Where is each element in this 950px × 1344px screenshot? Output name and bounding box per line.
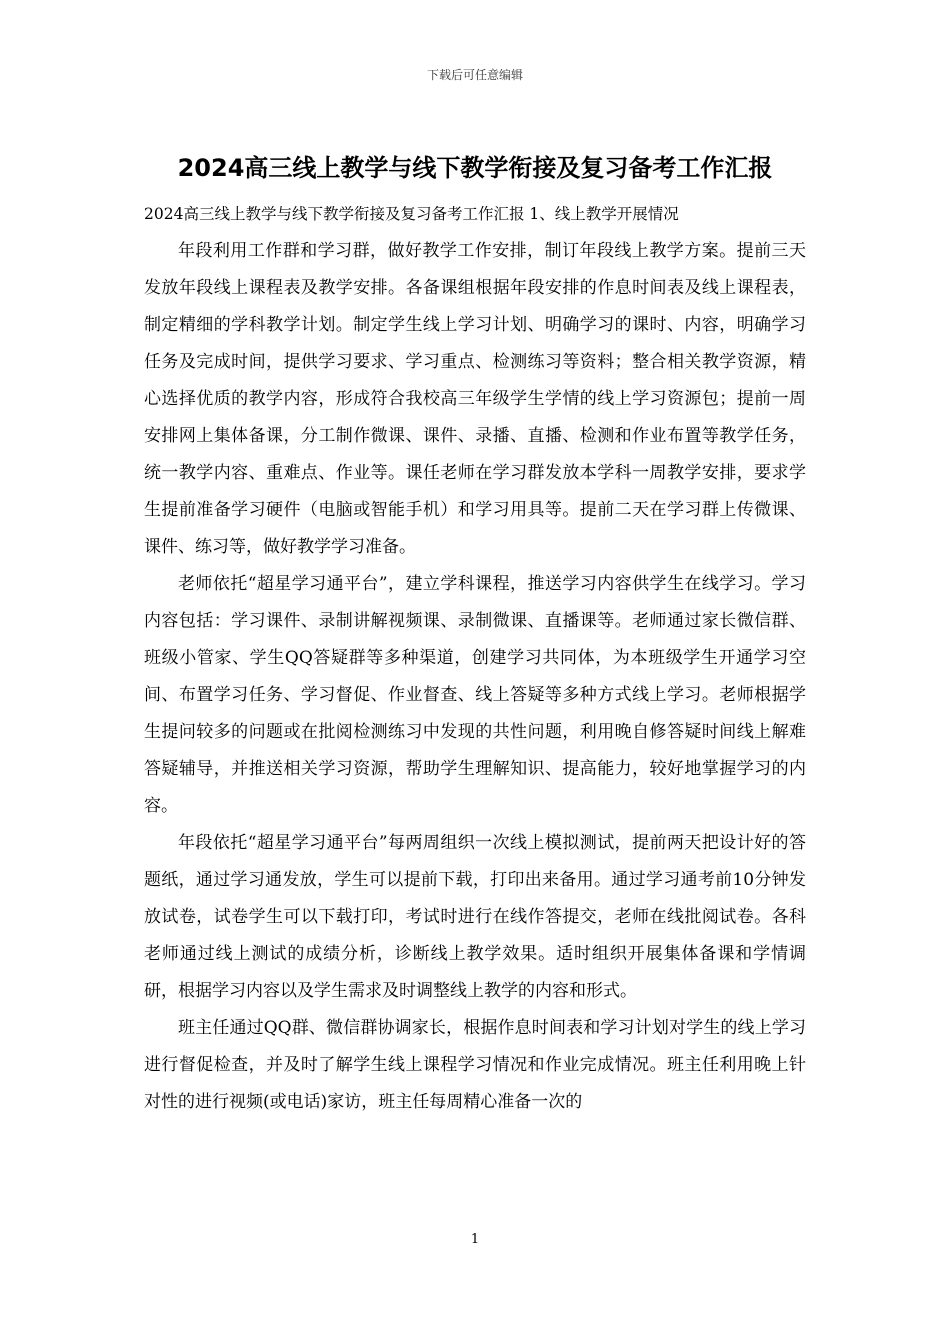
- paragraph-1: 年段利用工作群和学习群，做好教学工作安排，制订年段线上教学方案。提前三天发放年段线上课程表及教学安排。各备课组根据年段安排的作息时间表及线上课程表，制定精细的学科教学计划。制定学生线上学习计划、明确学习的课时、内容，明确学习任务及完成时间，提供学习要求、学习重点、检测练习等资料；整合相关教学资源，精心选择优质的教学内容，形成符合我校高三年级学生学情的线上学习资源包；提前一周安排网上集体备课，分工制作微课、课件、录播、直播、检测和作业布置等教学任务，统一教学内容、重难点、作业等。课任老师在学习群发放本学科一周教学安排，要求学生提前准备学习硬件（电脑或智能手机）和学习用具等。提前二天在学习群上传微课、课件、练习等，做好教学学习准备。: [144, 241, 806, 557]
- page-number: 1: [470, 1232, 480, 1247]
- header-note: 下载后可任意编辑: [426, 68, 523, 82]
- paragraph-4: 班主任通过QQ群、微信群协调家长，根据作息时间表和学习计划对学生的线上学习进行督促检查，并及时了解学生线上课程学习情况和作业完成情况。班主任利用晚上针对性的进行视频(或电话)家访，班主任每周精心准备一次的: [144, 1018, 806, 1112]
- document-body: [144, 196, 806, 1121]
- intro-line: 2024高三线上教学与线下教学衔接及复习备考工作汇报 1、线上教学开展情况: [144, 205, 679, 223]
- document-title: 2024高三线上教学与线下教学衔接及复习备考工作汇报: [177, 154, 773, 182]
- paragraph-3: 年段依托“超星学习通平台”每两周组织一次线上模拟测试，提前两天把设计好的答题纸，通过学习通发放，学生可以提前下载，打印出来备用。通过学习通考前10分钟发放试卷，试卷学生可以下载打印，考试时进行在线作答提交，老师在线批阅试卷。各科老师通过线上测试的成绩分析，诊断线上教学效果。适时组织开展集体备课和学情调研，根据学习内容以及学生需求及时调整线上教学的内容和形式。: [144, 833, 806, 1001]
- paragraph-2: 老师依托“超星学习通平台”，建立学科课程，推送学习内容供学生在线学习。学习内容包括：学习课件、录制讲解视频课、录制微课、直播课等。老师通过家长微信群、班级小管家、学生QQ答疑群等多种渠道，创建学习共同体，为本班级学生开通学习空间、布置学习任务、学习督促、作业督查、线上答疑等多种方式线上学习。老师根据学生提问较多的问题或在批阅检测练习中发现的共性问题，利用晚自修答疑时间线上解难答疑辅导，并推送相关学习资源，帮助学生理解知识、提高能力，较好地掌握学习的内容。: [144, 574, 806, 816]
